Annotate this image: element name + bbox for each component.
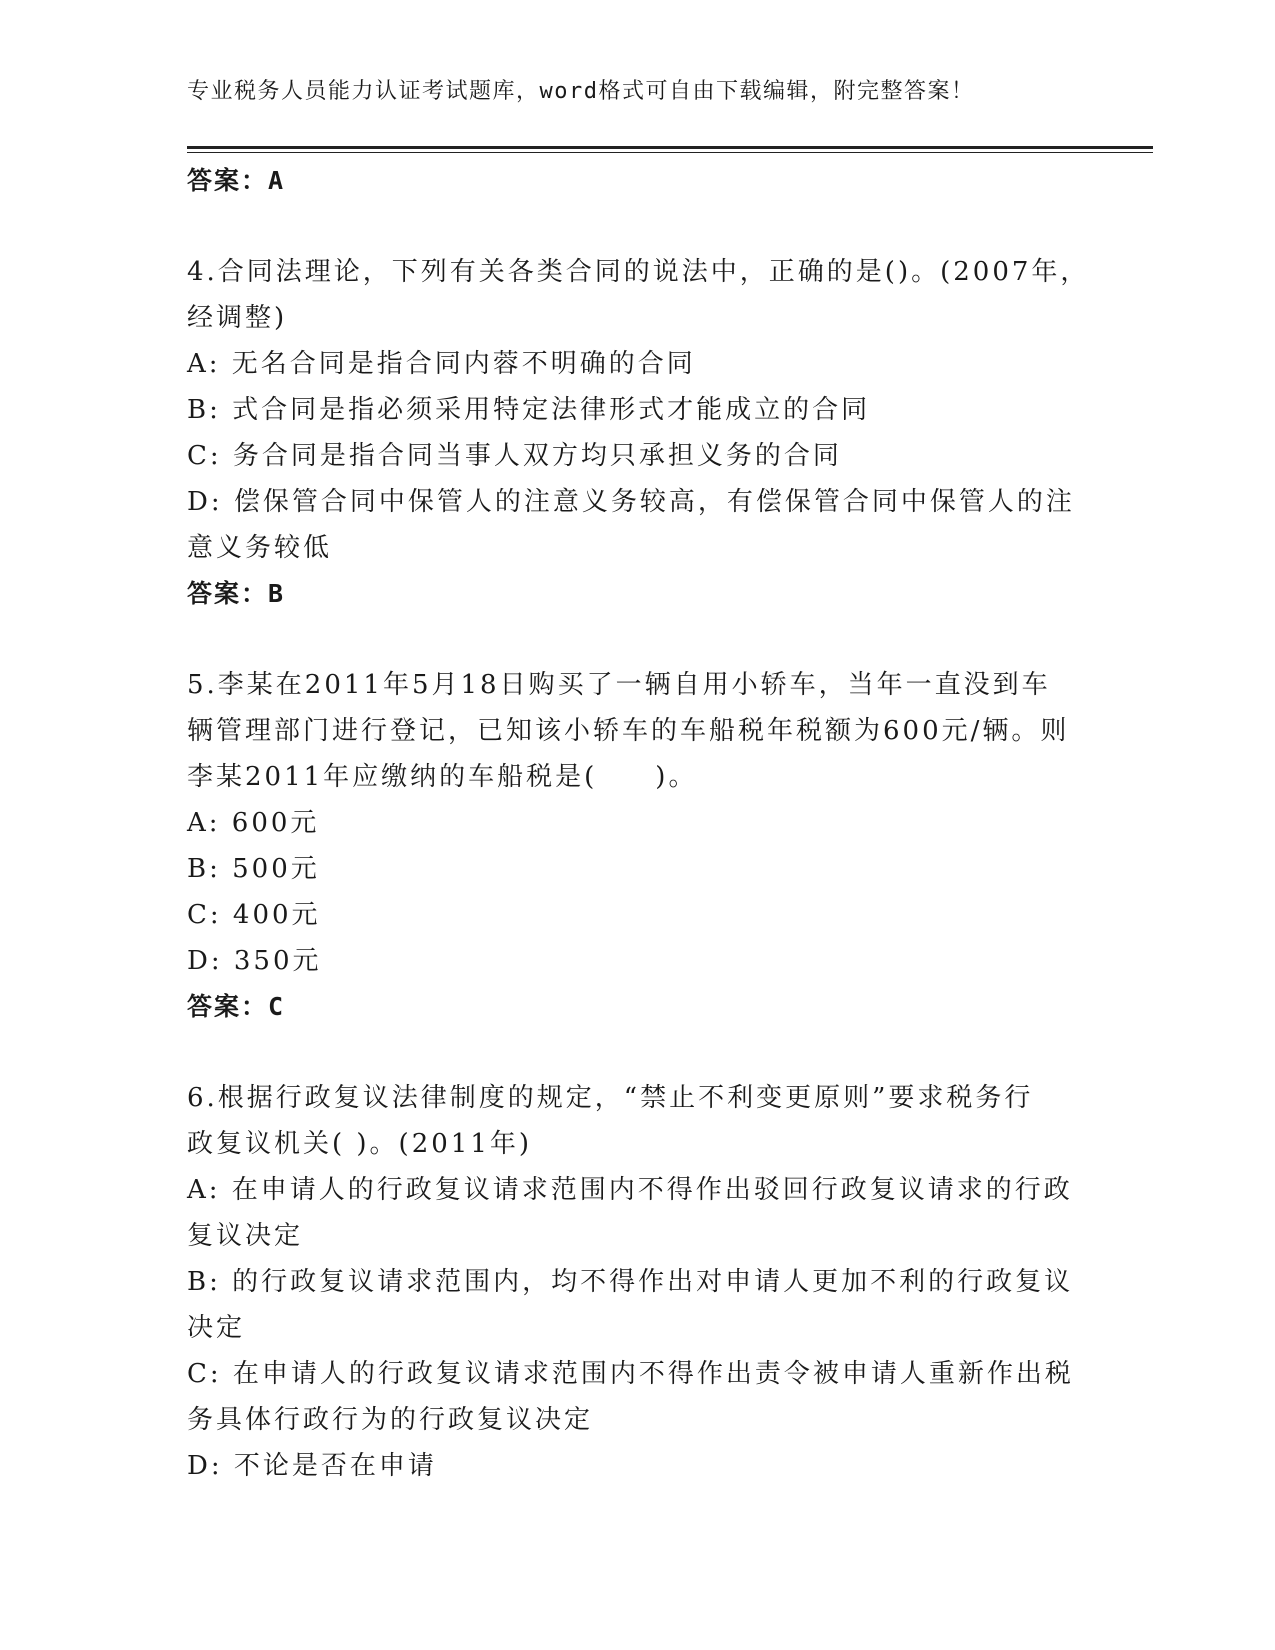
answer: 答案：C xyxy=(187,992,286,1021)
question-stem: 辆管理部门进行登记，已知该小轿车的车船税年税额为600元/辆。则 xyxy=(187,716,1070,746)
question-5 xyxy=(187,662,1077,1030)
option-c: C: 务合同是指合同当事人双方均只承担义务的合同 xyxy=(187,441,842,471)
spacer xyxy=(187,617,1077,662)
page-header: 专业税务人员能力认证考试题库，word格式可自由下载编辑，附完整答案！ xyxy=(187,79,975,104)
answer: 答案：B xyxy=(187,579,286,608)
question-stem: 6.根据行政复议法律制度的规定，“禁止不利变更原则”要求税务行 xyxy=(187,1083,1034,1113)
option-c-continued: 务具体行政行为的行政复议决定 xyxy=(187,1405,594,1435)
option-a: A: 无名合同是指合同内蓉不明确的合同 xyxy=(187,349,696,379)
question-stem: 政复议机关( )。(2011年) xyxy=(187,1129,533,1159)
option-b: B: 式合同是指必须采用特定法律形式才能成立的合同 xyxy=(187,395,871,425)
question-stem: 5.李某在2011年5月18日购买了一辆自用小轿车，当年一直没到车 xyxy=(187,670,1051,700)
header-rule-thick xyxy=(187,146,1153,149)
option-a: A: 600元 xyxy=(187,808,320,838)
option-c: C: 400元 xyxy=(187,900,321,930)
question-stem: 李某2011年应缴纳的车船税是( )。 xyxy=(187,762,698,792)
document-body xyxy=(187,158,1090,1489)
option-a-continued: 复议决定 xyxy=(187,1221,304,1251)
spacer xyxy=(187,1030,1077,1075)
header-rule-thin xyxy=(187,152,1153,153)
option-c: C: 在申请人的行政复议请求范围内不得作出责令被申请人重新作出税 xyxy=(187,1359,1074,1389)
spacer xyxy=(187,204,1077,249)
option-b-continued: 决定 xyxy=(187,1313,246,1343)
option-d: D: 350元 xyxy=(187,946,322,976)
option-d: D: 不论是否在申请 xyxy=(187,1451,437,1481)
option-a: A: 在申请人的行政复议请求范围内不得作出驳回行政复议请求的行政 xyxy=(187,1175,1073,1205)
question-6 xyxy=(187,1075,1077,1489)
option-d-continued: 意义务较低 xyxy=(187,533,333,563)
option-b: B: 的行政复议请求范围内，均不得作出对申请人更加不利的行政复议 xyxy=(187,1267,1074,1297)
question-stem: 4.合同法理论，下列有关各类合同的说法中，正确的是()。(2007年， xyxy=(187,257,1090,287)
option-d: D: 偿保管合同中保管人的注意义务较高，有偿保管合同中保管人的注 xyxy=(187,487,1075,517)
question-stem: 经调整) xyxy=(187,303,288,333)
answer-previous: 答案：A xyxy=(187,166,286,195)
question-4 xyxy=(187,249,1090,617)
option-b: B: 500元 xyxy=(187,854,320,884)
